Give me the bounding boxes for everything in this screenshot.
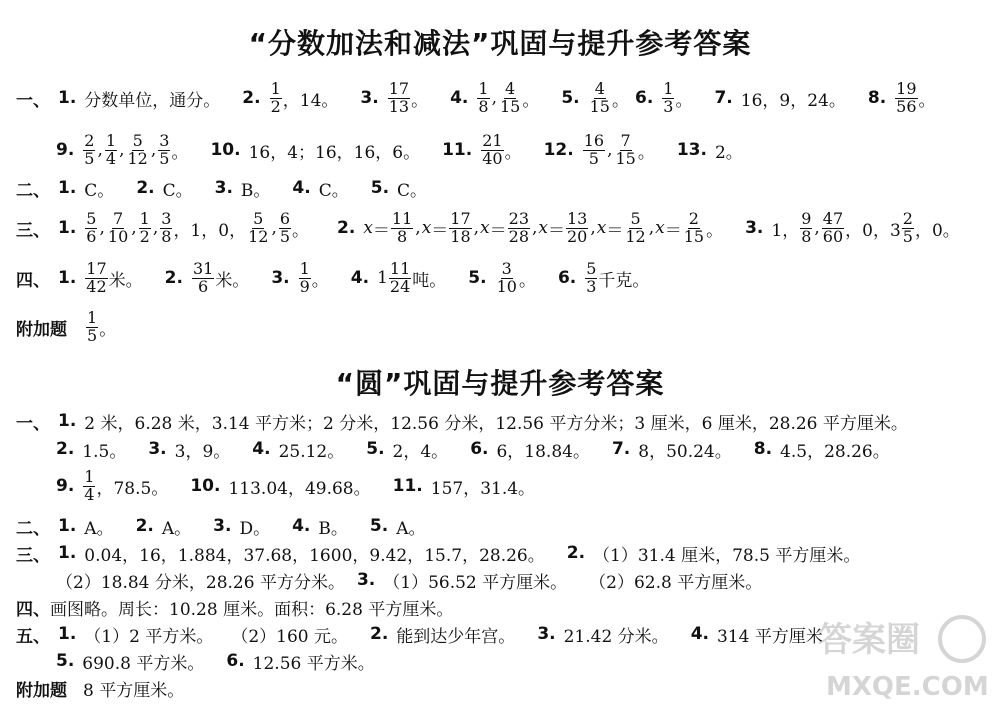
- part-label: 一、: [16, 90, 50, 111]
- denominator: 4: [84, 484, 95, 504]
- answer: 4.5，28.26。: [780, 441, 890, 462]
- answer: C。: [162, 180, 193, 201]
- section2-title: “圆”巩固与提升参考答案: [335, 367, 665, 400]
- answer: A。: [84, 518, 114, 539]
- answer: 21.42 分米。: [563, 626, 669, 647]
- fraction: [822, 208, 844, 246]
- fraction: [566, 208, 588, 246]
- answer: 16，4；16，16，6。: [248, 142, 421, 163]
- equals-sign: ＝: [431, 220, 449, 241]
- equals-sign: ＝: [606, 220, 624, 241]
- q-number: 1.: [58, 88, 77, 108]
- fraction: [902, 208, 914, 246]
- denominator: 5: [84, 148, 95, 168]
- denominator: 3: [663, 96, 674, 116]
- numerator: 1: [478, 78, 489, 98]
- fraction: [86, 307, 98, 345]
- q-number: 6.: [557, 268, 577, 288]
- q-number: 4.: [690, 624, 709, 644]
- fraction: [83, 466, 95, 504]
- variable: x: [596, 218, 607, 238]
- denominator: 3: [586, 276, 597, 296]
- answer: 。: [518, 270, 536, 291]
- q-number: 1.: [58, 516, 77, 536]
- answer: 千克。: [598, 270, 650, 291]
- answer: （1）2 平方米。: [84, 626, 214, 647]
- denominator: 5: [87, 325, 98, 345]
- answer: 3，9。: [174, 441, 231, 462]
- variable: x: [538, 218, 548, 238]
- answer: 1: [377, 268, 388, 288]
- numerator: 6: [279, 208, 291, 228]
- denominator: 2: [139, 226, 150, 246]
- answer: （2）18.84 分米，28.26 平方分米。: [56, 572, 345, 593]
- fraction: [158, 130, 170, 168]
- s1-part3: 三、 1. $\frac{5}{6}$ , $\frac{7}{10}$ , $\frac{1}{2}$ , $\frac{3}{8}$ ，1，0， $\frac{5}{12}$ , $\frac{6}{5}$ 。 2. x ＝ $\frac{11}{8}$ , x ＝ $\frac{17}{18}$ , x ＝ $\frac{23}{28}$ , x ＝ $\frac{13}{20}$ , x ＝ $\frac{5}{12}$ , x ＝ $\frac{2}{15}$ 。 3. 1， $\frac{9}{8}$ , $\frac{47}{60}$ ，0，3 $\frac{2}{5}$ ，0。: [16, 208, 960, 246]
- answer: A。: [396, 518, 426, 539]
- q-number: 2.: [337, 218, 356, 238]
- denominator: 15: [615, 148, 636, 168]
- variable: x: [655, 218, 665, 238]
- fraction: [160, 208, 172, 246]
- part-label: 二、: [16, 180, 50, 201]
- denominator: 10: [496, 276, 517, 296]
- part-label: 四、: [16, 599, 50, 620]
- numerator: 17: [450, 208, 471, 228]
- q-number: 2.: [56, 439, 75, 459]
- answer: 。: [675, 90, 693, 111]
- q-number: 3.: [271, 268, 290, 288]
- answer: （2）160 元。: [231, 626, 349, 647]
- fraction: [83, 130, 95, 168]
- variable: x: [480, 218, 490, 238]
- fraction: [499, 78, 521, 116]
- q-number: 11.: [392, 476, 423, 496]
- q-number: 4.: [450, 88, 469, 108]
- answer: ，14。: [282, 90, 339, 111]
- numerator: 47: [822, 208, 844, 228]
- answer: 0.04，16，1.884，37.68，1600，9.42，15.7，28.26。: [84, 545, 545, 566]
- q-number: 2.: [164, 268, 183, 288]
- answer: B。: [240, 180, 271, 201]
- denominator: 12: [127, 148, 148, 168]
- numerator: 1: [105, 130, 117, 150]
- numerator: 17: [86, 258, 107, 278]
- fraction: [389, 258, 411, 296]
- equals-sign: ＝: [372, 220, 390, 241]
- watermark-logo: [812, 609, 992, 704]
- q-number: 3.: [537, 624, 556, 644]
- answer: D。: [239, 518, 271, 539]
- denominator: 5: [902, 226, 913, 246]
- answer: 2，4。: [392, 441, 449, 462]
- numerator: 7: [620, 130, 631, 150]
- variable: x: [421, 218, 432, 238]
- answer: 。: [522, 90, 540, 111]
- numerator: 9: [801, 208, 812, 228]
- q-number: 2.: [370, 624, 389, 644]
- equals-sign: ＝: [489, 220, 507, 241]
- numerator: 1: [299, 258, 310, 278]
- fraction: [388, 78, 410, 116]
- q-number: 8.: [867, 88, 887, 108]
- denominator: 12: [625, 226, 646, 246]
- s1-extra: [16, 307, 116, 347]
- answer: 。: [504, 142, 522, 163]
- denominator: 12: [248, 226, 269, 246]
- answer: 6，18.84。: [496, 441, 590, 462]
- answer: 1，: [771, 220, 800, 241]
- answer: 能到达少年宫。: [396, 626, 516, 647]
- q-number: 6.: [634, 88, 654, 108]
- s2-part1-row1: [16, 408, 908, 434]
- fraction: [85, 208, 97, 246]
- q-number: 3.: [745, 218, 764, 238]
- denominator: 13: [388, 96, 410, 116]
- fraction: [800, 208, 812, 246]
- denominator: 9: [299, 276, 310, 296]
- answer: C。: [84, 180, 115, 201]
- answer: 。: [411, 90, 429, 111]
- denominator: 18: [450, 226, 471, 246]
- fraction: [481, 130, 503, 168]
- q-number: 7.: [714, 88, 733, 108]
- numerator: 1: [663, 78, 674, 98]
- answer: （2）62.8 平方厘米。: [589, 572, 763, 593]
- s1-part4: [16, 258, 671, 298]
- fraction: [496, 258, 518, 296]
- answer: A。: [161, 518, 192, 539]
- s2-extra: [16, 675, 184, 701]
- section1-title: “分数加法和减法”巩固与提升参考答案: [248, 27, 752, 60]
- numerator: 1: [270, 78, 281, 98]
- equals-sign: ＝: [548, 220, 565, 241]
- numerator: 3: [501, 258, 512, 278]
- q-number: 4.: [292, 178, 311, 198]
- fraction: [585, 258, 597, 296]
- answer: ，0。: [914, 220, 960, 241]
- denominator: 6: [198, 276, 209, 296]
- denominator: 8: [161, 226, 172, 246]
- fraction: [126, 130, 148, 168]
- q-number: 3.: [360, 88, 379, 108]
- fraction: [895, 78, 917, 116]
- q-number: 5.: [561, 88, 580, 108]
- fraction: [662, 78, 674, 116]
- numerator: 17: [388, 78, 410, 98]
- q-number: 6.: [470, 439, 489, 459]
- fraction: [279, 208, 291, 246]
- q-number: 5.: [366, 439, 385, 459]
- denominator: 15: [589, 96, 610, 116]
- numerator: 2: [902, 208, 913, 228]
- answer: 157，31.4。: [430, 478, 536, 499]
- q-number: 9.: [56, 476, 75, 496]
- numerator: 31: [192, 258, 214, 278]
- answer: （1）56.52 平方厘米。: [383, 572, 568, 593]
- fraction: [391, 208, 413, 246]
- q-number: 8.: [753, 439, 773, 459]
- fraction: [105, 130, 117, 168]
- denominator: 8: [801, 226, 812, 246]
- variable: x: [363, 218, 373, 238]
- fraction: [85, 258, 107, 296]
- q-number: 9.: [56, 140, 75, 160]
- numerator: 16: [583, 130, 605, 150]
- numerator: 13: [567, 208, 588, 228]
- numerator: 5: [253, 208, 264, 228]
- s2-part1-row3: [56, 466, 557, 506]
- s1-part1-row2: 9. $\frac{2}{5}$ , $\frac{1}{4}$ , $\frac{5}{12}$ , $\frac{3}{5}$ 。 10. 16，4；16，16，6。 11. $\frac{21}{40}$ 。 12. $\frac{16}{5}$ , $\frac{7}{15}$ 。 13. 2。: [56, 130, 743, 168]
- s2-part5-row1: [16, 621, 845, 647]
- s2-part5-row2: [56, 648, 397, 674]
- denominator: 4: [105, 148, 117, 168]
- answer: 113.04，49.68。: [228, 478, 371, 499]
- numerator: 21: [482, 130, 503, 150]
- s1-part1-row1: 一、 1. 分数单位，通分。 2. $\frac{1}{2}$ ，14。 3. $\frac{17}{13}$ 。 4. $\frac{1}{8}$ , $\frac{4}{15}$ 。 5. $\frac{4}{15}$ 。 6. $\frac{1}{3}$ 。 7. 16，9，24。 8. $\frac{19}{56}$ 。: [16, 78, 936, 116]
- numerator: 5: [586, 258, 597, 278]
- denominator: 42: [86, 276, 107, 296]
- numerator: 3: [159, 130, 170, 150]
- watermark-url: MXQE.COM: [826, 672, 989, 702]
- numerator: 1: [87, 307, 98, 327]
- denominator: 20: [567, 226, 588, 246]
- answer: 画图略。周长：10.28 厘米。面积：6.28 平方厘米。: [50, 599, 454, 620]
- extra-label: 附加题: [16, 680, 67, 701]
- answer: 25.12。: [278, 441, 345, 462]
- fraction: [624, 208, 646, 246]
- answer: 。: [611, 90, 629, 111]
- q-number: 1.: [58, 268, 77, 288]
- part-label: 五、: [16, 626, 50, 647]
- fraction: [614, 130, 636, 168]
- answer: ，0，3: [845, 220, 901, 241]
- numerator: 5: [86, 208, 97, 228]
- q-number: 3.: [214, 178, 233, 198]
- numerator: 4: [594, 78, 605, 98]
- q-number: 7.: [611, 439, 631, 459]
- fraction: [589, 78, 611, 116]
- denominator: 2: [270, 96, 281, 116]
- numerator: 1: [84, 466, 95, 486]
- denominator: 10: [107, 226, 129, 246]
- denominator: 60: [822, 226, 844, 246]
- fraction: [139, 208, 151, 246]
- q-number: 5.: [369, 516, 389, 536]
- answer: 12.56 平方米。: [252, 653, 375, 674]
- answer: 2 米，6.28 米，3.14 平方米；2 分米，12.56 分米，12.56 平方分米；3 厘米，6 厘米，28.26 平方厘米。: [84, 413, 908, 434]
- denominator: 28: [508, 226, 529, 246]
- answer: 。: [99, 319, 117, 340]
- denominator: 15: [499, 96, 521, 116]
- q-number: 12.: [543, 140, 574, 160]
- numerator: 23: [508, 208, 529, 228]
- answer: 690.8 平方米。: [82, 653, 205, 674]
- answer: 314 平方厘米: [716, 626, 823, 647]
- equals-sign: ＝: [664, 220, 682, 241]
- answer: （1）31.4 厘米，78.5 平方厘米。: [593, 545, 861, 566]
- answer: ，1，0，: [173, 220, 247, 241]
- q-number: 10.: [190, 476, 221, 496]
- numerator: 1: [139, 208, 150, 228]
- numerator: 2: [84, 130, 95, 150]
- answer: 米。: [108, 270, 143, 291]
- q-number: 4.: [292, 516, 311, 536]
- fraction: [477, 78, 489, 116]
- q-number: 11.: [442, 140, 473, 160]
- q-number: 1.: [58, 411, 77, 431]
- answer: 1.5。: [82, 441, 127, 462]
- part-label: 三、: [16, 220, 50, 241]
- part-label: 三、: [16, 545, 50, 566]
- denominator: 8: [397, 226, 408, 246]
- fraction: [192, 258, 214, 296]
- q-number: 13.: [676, 140, 707, 160]
- numerator: 19: [896, 78, 917, 98]
- answer: 米。: [215, 270, 250, 291]
- fraction: [449, 208, 471, 246]
- answer: 。: [171, 142, 189, 163]
- q-number: 1.: [58, 543, 77, 563]
- answer: 吨。: [412, 270, 447, 291]
- q-number: 10.: [210, 140, 241, 160]
- q-number: 2.: [242, 88, 261, 108]
- s2-part3-row2: [56, 567, 784, 593]
- denominator: 8: [478, 96, 489, 116]
- q-number: 3.: [213, 516, 232, 536]
- q-number: 4.: [252, 439, 271, 459]
- q-number: 6.: [226, 651, 245, 671]
- answer: 。: [311, 270, 329, 291]
- numerator: 4: [505, 78, 516, 98]
- q-number: 2.: [566, 543, 586, 563]
- answer: 2。: [714, 142, 743, 163]
- answer: ，78.5。: [96, 478, 169, 499]
- denominator: 40: [482, 148, 503, 168]
- fraction: [683, 208, 705, 246]
- q-number: 3.: [356, 570, 376, 590]
- denominator: 24: [389, 276, 411, 296]
- answer: C。: [397, 180, 428, 201]
- denominator: 15: [683, 226, 705, 246]
- watermark-circle: [940, 617, 984, 661]
- q-number: 2.: [136, 178, 155, 198]
- answer: 。: [918, 90, 936, 111]
- answer: 。: [706, 220, 724, 241]
- fraction: [508, 208, 530, 246]
- numerator: 11: [391, 208, 413, 228]
- q-number: 1.: [58, 178, 77, 198]
- q-number: 4.: [350, 268, 370, 288]
- fraction: [299, 258, 311, 296]
- denominator: 5: [588, 148, 599, 168]
- answer: 16，9，24。: [740, 90, 846, 111]
- answer: 8，50.24。: [638, 441, 732, 462]
- s1-part2: [16, 175, 449, 201]
- part-label: 四、: [16, 270, 50, 291]
- fraction: [270, 78, 282, 116]
- fraction: [247, 208, 269, 246]
- s2-part3-row1: [16, 540, 882, 566]
- s2-part1-row2: [56, 436, 912, 462]
- denominator: 56: [896, 96, 917, 116]
- q-number: 5.: [468, 268, 487, 288]
- fraction: [583, 130, 605, 168]
- numerator: 7: [112, 208, 124, 228]
- denominator: 6: [86, 226, 97, 246]
- numerator: 3: [161, 208, 172, 228]
- denominator: 5: [159, 148, 170, 168]
- s2-part2: [16, 513, 447, 539]
- answer: B。: [318, 518, 348, 539]
- answer: 。: [637, 142, 655, 163]
- answer: C。: [318, 180, 349, 201]
- s2-part4: [16, 594, 453, 620]
- q-number: 2.: [135, 516, 154, 536]
- fraction: [107, 208, 129, 246]
- part-label: 二、: [16, 518, 50, 539]
- q-number: 5.: [370, 178, 390, 198]
- answer: 8 平方厘米。: [83, 680, 185, 701]
- part-label: 一、: [16, 413, 50, 434]
- numerator: 5: [132, 130, 143, 150]
- q-number: 5.: [56, 651, 75, 671]
- answer: 。: [292, 220, 310, 241]
- q-number: 3.: [148, 439, 167, 459]
- watermark-text: 答案圈: [818, 620, 920, 660]
- q-number: 1.: [58, 218, 77, 238]
- answer: 分数单位，通分。: [84, 90, 221, 111]
- numerator: 11: [389, 258, 411, 278]
- extra-label: 附加题: [16, 319, 67, 340]
- numerator: 2: [688, 208, 699, 228]
- numerator: 5: [630, 208, 641, 228]
- denominator: 5: [279, 226, 291, 246]
- q-number: 1.: [58, 624, 77, 644]
